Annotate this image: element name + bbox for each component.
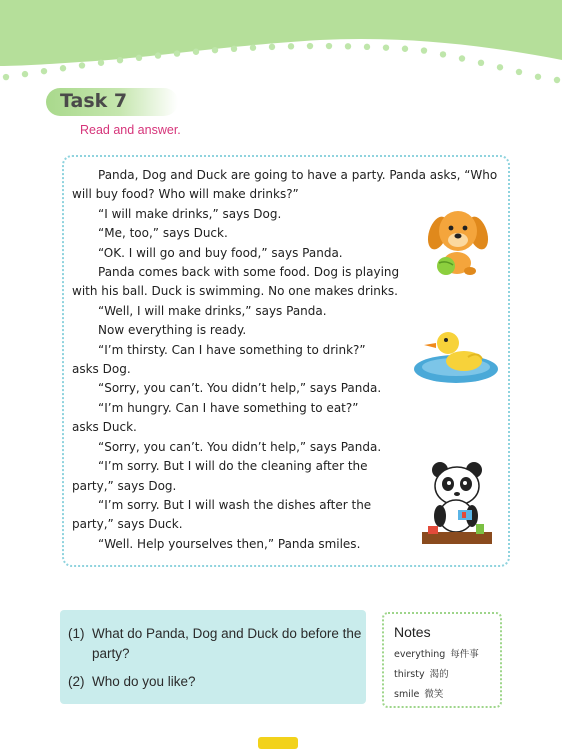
question-text: Who do you like?	[92, 674, 196, 689]
story-line: “I will make drinks,” says Dog.	[98, 206, 282, 221]
wave-dot	[516, 69, 522, 75]
wave-dot	[459, 55, 465, 61]
wave-dot	[288, 43, 294, 49]
story-line: “I’m thirsty. Can I have something to drink?”	[98, 342, 366, 357]
wave-dot	[79, 62, 85, 68]
wave-dot	[440, 51, 446, 57]
wave-dot	[345, 43, 351, 49]
note-meaning: 渴的	[429, 669, 449, 680]
note-word: everything	[394, 649, 446, 660]
question-text: What do Panda, Dog and Duck do before the party?	[92, 626, 362, 661]
wave-dot	[250, 45, 256, 51]
wave-dot	[383, 44, 389, 50]
wave-dot	[117, 57, 123, 63]
wave-dot	[364, 44, 370, 50]
story-line: “I’m sorry. But I will wash the dishes after the	[98, 497, 372, 512]
story-line: party,” says Duck.	[72, 517, 183, 532]
wave-dot	[155, 52, 161, 58]
wave-dot	[554, 77, 560, 83]
note-item	[394, 666, 449, 680]
wave-dot	[22, 71, 28, 77]
story-line: “Well, I will make drinks,” says Panda.	[98, 303, 327, 318]
wave-dot	[231, 46, 237, 52]
wave-dot	[421, 47, 427, 53]
wave-dot	[60, 65, 66, 71]
story-line: asks Duck.	[72, 420, 137, 435]
panda-illustration	[418, 460, 496, 548]
question-number: (1)	[68, 626, 85, 641]
story-line: party,” says Dog.	[72, 478, 177, 493]
story-text	[72, 166, 498, 554]
story-line: “Sorry, you can’t. You didn’t help,” says Panda.	[98, 381, 382, 396]
wave-dot	[193, 49, 199, 55]
story-line: “Sorry, you can’t. You didn’t help,” says Panda.	[98, 439, 382, 454]
question-list	[68, 624, 368, 692]
story-line: “Me, too,” says Duck.	[98, 226, 228, 241]
story-line: “Well. Help yourselves then,” Panda smiles.	[98, 536, 361, 551]
wave-dot	[326, 43, 332, 49]
story-line: asks Dog.	[72, 362, 131, 377]
story-line: “I’m sorry. But I will do the cleaning after the	[98, 459, 368, 474]
task-instruction: Read and answer.	[80, 123, 181, 137]
wave-dot	[269, 44, 275, 50]
duck-illustration	[408, 325, 500, 387]
story-line: with his ball. Duck is swimming. No one makes drinks.	[72, 284, 398, 299]
note-item	[394, 686, 443, 700]
wave-dot	[535, 74, 541, 80]
note-meaning: 每件事	[450, 649, 479, 660]
question-item	[68, 624, 368, 664]
story-line: Panda comes back with some food. Dog is playing	[98, 265, 400, 280]
wave-dot	[3, 74, 9, 80]
story-line: “OK. I will go and buy food,” says Panda.	[98, 245, 343, 260]
story-line: “I’m hungry. Can I have something to eat?”	[98, 400, 359, 415]
story-line: will buy food? Who will make drinks?”	[72, 187, 299, 202]
note-item	[394, 646, 479, 660]
question-item	[68, 672, 368, 692]
wave-dot	[307, 43, 313, 49]
wave-dot	[136, 55, 142, 61]
story-line: Panda, Dog and Duck are going to have a party. Panda asks, “Who	[98, 168, 498, 182]
note-word: smile	[394, 689, 420, 700]
wave-dot	[98, 60, 104, 66]
question-number: (2)	[68, 674, 85, 689]
wave-dot	[402, 46, 408, 52]
note-meaning: 微笑	[424, 689, 444, 700]
notes-title: Notes	[394, 624, 431, 640]
wave-dot	[174, 50, 180, 56]
wave-dot	[497, 64, 503, 70]
task-title: Task 7	[60, 90, 128, 112]
note-word: thirsty	[394, 669, 425, 680]
wave-dot	[478, 60, 484, 66]
wave-dot	[212, 47, 218, 53]
top-wave-band	[0, 0, 562, 100]
wave-dot	[41, 68, 47, 74]
dog-illustration	[424, 205, 492, 277]
page-number-tab	[258, 737, 298, 749]
story-line: Now everything is ready.	[98, 323, 247, 338]
